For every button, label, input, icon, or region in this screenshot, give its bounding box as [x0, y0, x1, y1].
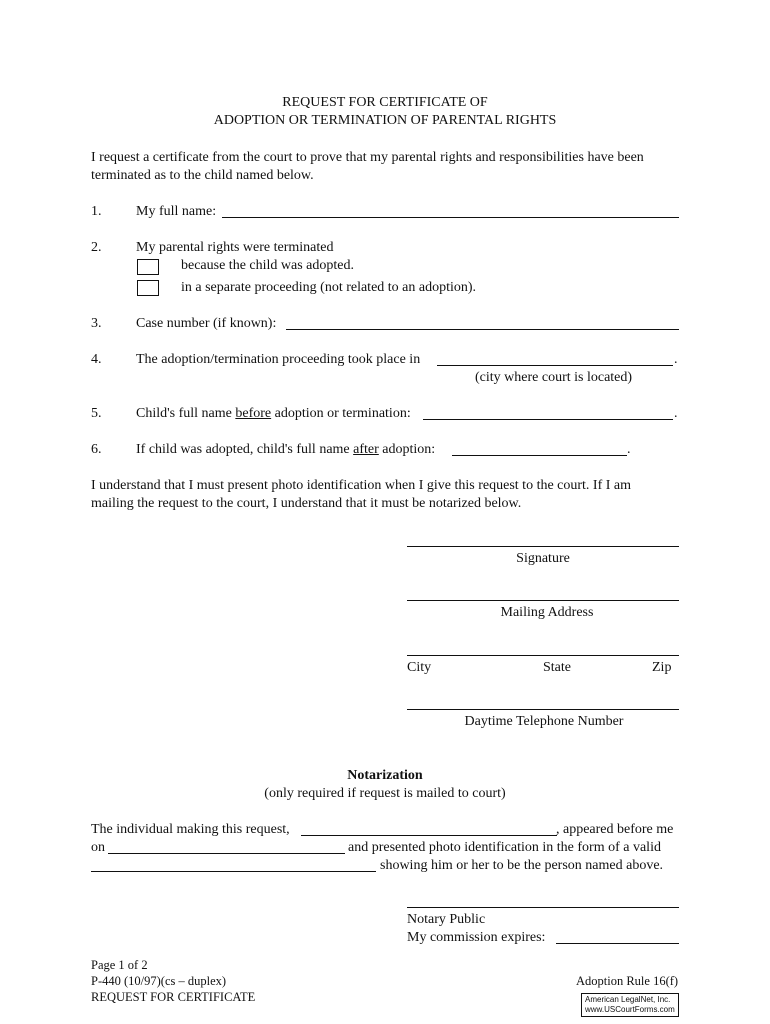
notary-line-2-start: on: [91, 840, 105, 855]
form-title-line-2: ADOPTION OR TERMINATION OF PARENTAL RIGHTS: [213, 113, 557, 128]
item-6-label: If child was adopted, child's full name after adoption:: [136, 442, 436, 457]
notary-line-1-start: The individual making this request,: [91, 822, 290, 837]
state-label: State: [543, 660, 571, 675]
understand-line-1: I understand that I must present photo identification when I give this request to the court. If I am: [91, 478, 632, 493]
individual-name-field[interactable]: [301, 835, 557, 836]
notary-line-3: showing him or her to be the person named above.: [380, 858, 664, 873]
full-name-field[interactable]: [222, 217, 679, 218]
court-city-field[interactable]: [437, 365, 673, 366]
appearance-date-field[interactable]: [108, 853, 345, 854]
notary-line-2-end: and presented photo identification in the form of a valid: [348, 840, 661, 855]
form-name: REQUEST FOR CERTIFICATE: [91, 990, 256, 1004]
notarization-heading: Notarization: [347, 768, 423, 783]
signature-label: Signature: [516, 551, 570, 566]
mailing-address-field[interactable]: [407, 600, 679, 601]
mailing-address-label: Mailing Address: [500, 605, 594, 620]
page-number: Page 1 of 2: [91, 958, 148, 972]
notary-signature-field[interactable]: [407, 907, 679, 908]
item-4-number: 4.: [91, 352, 102, 367]
legalnet-stamp: [581, 993, 679, 1017]
city-label: City: [407, 660, 432, 675]
adopted-option-label: because the child was adopted.: [181, 258, 354, 273]
item-5-period: .: [674, 406, 678, 421]
item-3-label: Case number (if known):: [136, 316, 277, 331]
item-4-period: .: [674, 352, 678, 367]
commission-expires-field[interactable]: [556, 943, 679, 944]
item-2-label: My parental rights were terminated: [136, 240, 334, 255]
understand-line-2: mailing the request to the court, I understand that it must be notarized below.: [91, 496, 522, 511]
item-1-number: 1.: [91, 204, 102, 219]
name-after-field[interactable]: [452, 455, 627, 456]
item-6-period: .: [627, 442, 631, 457]
notarization-subheading: (only required if request is mailed to court): [264, 786, 506, 801]
notary-public-label: Notary Public: [407, 912, 486, 927]
intro-line-2: terminated as to the child named below.: [91, 168, 314, 183]
commission-expires-label: My commission expires:: [407, 930, 546, 945]
stamp-website: www.USCourtForms.com: [585, 1005, 675, 1014]
name-before-field[interactable]: [423, 419, 673, 420]
item-3-number: 3.: [91, 316, 102, 331]
case-number-field[interactable]: [286, 329, 679, 330]
adopted-checkbox[interactable]: [137, 259, 159, 275]
identification-type-field[interactable]: [91, 871, 376, 872]
item-2-number: 2.: [91, 240, 102, 255]
item-6-number: 6.: [91, 442, 102, 457]
item-1-label: My full name:: [136, 204, 217, 219]
notary-line-1-end: , appeared before me: [556, 822, 674, 837]
court-city-hint: (city where court is located): [475, 370, 633, 385]
separate-proceeding-checkbox[interactable]: [137, 280, 159, 296]
adoption-rule: Adoption Rule 16(f): [576, 974, 679, 988]
city-state-zip-field[interactable]: [407, 655, 679, 656]
signature-field[interactable]: [407, 546, 679, 547]
form-number: P-440 (10/97)(cs – duplex): [91, 974, 227, 988]
intro-line-1: I request a certificate from the court to prove that my parental rights and responsibilities have been: [91, 150, 644, 165]
item-5-label: Child's full name before adoption or termination:: [136, 406, 411, 421]
daytime-phone-field[interactable]: [407, 709, 679, 710]
item-4-label: The adoption/termination proceeding took place in: [136, 352, 421, 367]
daytime-phone-label: Daytime Telephone Number: [464, 714, 624, 729]
stamp-company: American LegalNet, Inc.: [585, 995, 671, 1004]
zip-label: Zip: [652, 660, 672, 675]
separate-proceeding-option-label: in a separate proceeding (not related to an adoption).: [181, 280, 477, 295]
form-title-line-1: REQUEST FOR CERTIFICATE OF: [282, 95, 488, 110]
item-5-number: 5.: [91, 406, 102, 421]
